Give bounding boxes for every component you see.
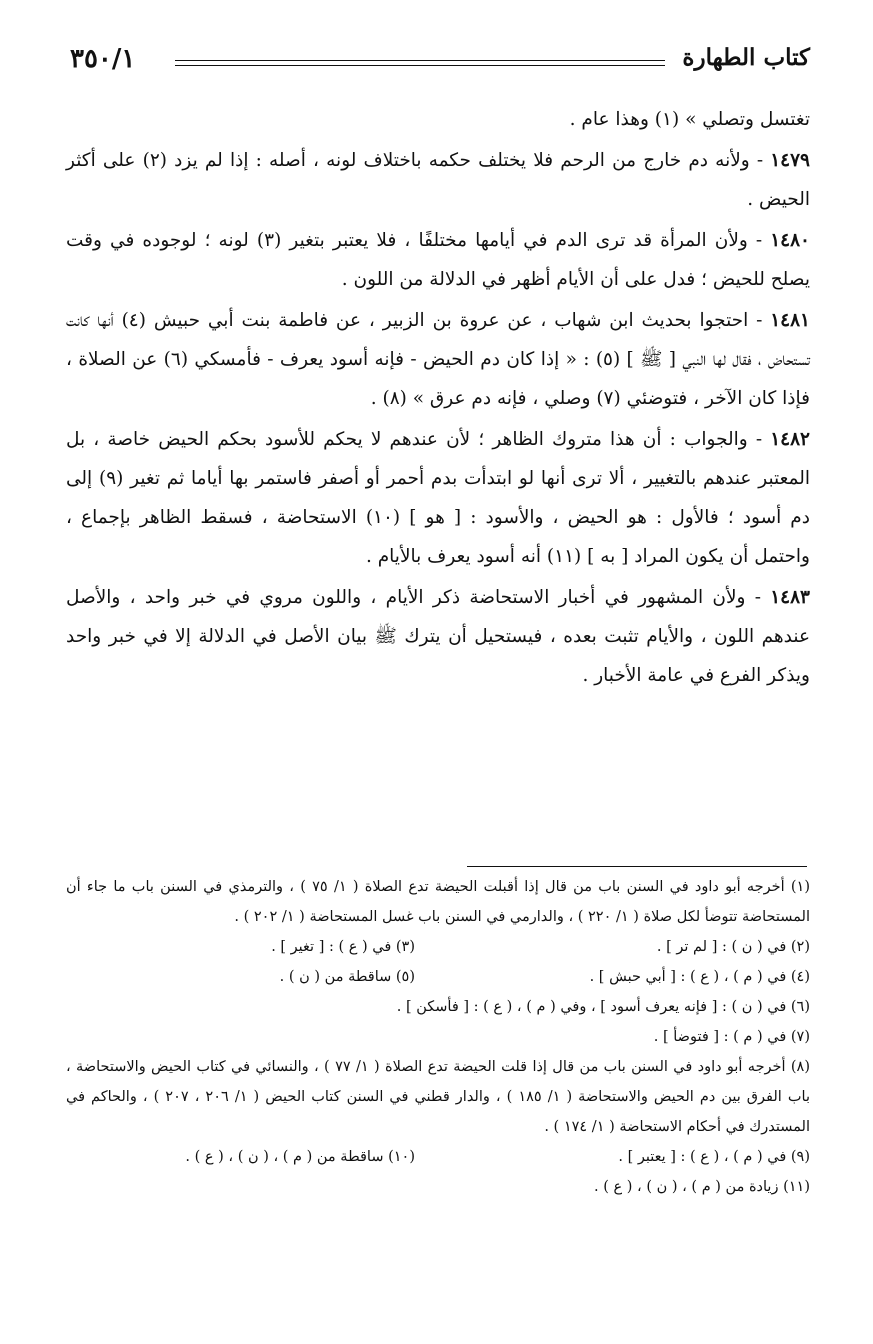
paragraph-text: - والجواب : أن هذا متروك الظاهر ؛ لأن عندهم لا يحكم للأسود بحكم الحيض خاصة ، بل المعتبر عندهم بالتغيير ، ألا ترى أنها لو ابتدأت بدم أحمر أو أصفر فاستمر بها أياما ثم تغير (٩) إلى دم أسود ؛ فالأول : هو الحيض ، والأسود : [ هو ] (١٠) الاستحاضة ، فسقط الظاهر بإجماع ، واحتمل أن يكون المراد [ به ] (١١) أنه أسود يعرف بالأيام .: [66, 429, 810, 567]
paragraph-number: ١٤٨٣: [770, 587, 810, 608]
footnote-5: (٥) ساقطة من ( ن ) .: [279, 969, 415, 985]
paragraph-number: ١٤٨٠: [770, 230, 810, 251]
footnote-row: [66, 1142, 810, 1172]
paragraph-number: ١٤٨٢: [770, 429, 810, 450]
footnote-2: (٢) في ( ن ) : [ لم تر ] .: [656, 939, 810, 955]
header-double-rule: [175, 60, 665, 66]
footnotes: [66, 872, 810, 1202]
footnote-3: (٣) في ( ع ) : [ تغير ] .: [271, 939, 415, 955]
footnote-7: (٧) في ( م ) : [ فتوضأ ] .: [653, 1029, 810, 1045]
footnote-11: (١١) زيادة من ( م ) ، ( ن ) ، ( ع ) .: [594, 1179, 810, 1195]
footnote-row: [66, 962, 810, 992]
paragraph-text: - ولأن المشهور في أخبار الاستحاضة ذكر الأيام ، واللون مروي في خبر واحد ، والأصل عندهم اللون ، والأيام تثبت بعده ، فيستحيل أن يترك ﷺ بيان الأصل في الدلالة إلا في خبر واحد ويذكر الفرع في عامة الأخبار .: [66, 587, 810, 686]
main-text: [66, 100, 810, 697]
paragraph-text: - ولأن المرأة قد ترى الدم في أيامها مختلفًا ، فلا يعتبر بتغير (٣) لونه ؛ لوجوده في وقت يصلح للحيض ؛ فدل على أن الأيام أظهر في الدلالة من اللون .: [66, 230, 810, 290]
paragraph-1481: [66, 301, 810, 418]
footnote-1: (١) أخرجه أبو داود في السنن باب من قال إذا أقبلت الحيضة تدع الصلاة ( ١/ ٧٥ ) ، والترمذي في السنن باب ما جاء أن المستحاضة تتوضأ لكل صلاة ( ١/ ٢٢٠ ) ، والدارمي في السنن باب غسل المستحاضة ( ١/ ٢٠٢ ) .: [66, 879, 810, 925]
paragraph: [66, 100, 810, 139]
book-title: كتاب الطهارة: [682, 44, 810, 71]
footnote-6: (٦) في ( ن ) : [ فإنه يعرف أسود ] ، وفي ( م ) ، ( ع ) : [ فأسكن ] .: [396, 999, 810, 1015]
footnote-8: (٨) أخرجه أبو داود في السنن باب من قال إذا قلت الحيضة تدع الصلاة ( ١/ ٧٧ ) ، والنسائي في كتاب الحيض والاستحاضة ، باب الفرق بين دم الحيض والاستحاضة ( ١/ ١٨٥ ) ، والدار قطني في السنن كتاب الحيض ( ١/ ٢٠٦ ، ٢٠٧ ) ، والحاكم في المستدرك في أحكام الاستحاضة ( ١/ ١٧٤ ) .: [66, 1059, 810, 1135]
page-number: ٣٥٠/١: [70, 44, 136, 74]
footnote-10: (١٠) ساقطة من ( م ) ، ( ن ) ، ( ع ) .: [185, 1149, 415, 1165]
paragraph-number: ١٤٨١: [770, 310, 810, 331]
paragraph-1483: [66, 578, 810, 695]
paragraph-number: ١٤٧٩: [770, 150, 810, 171]
footnote-4: (٤) في ( م ) ، ( ع ) : [ أبي حبش ] .: [589, 969, 810, 985]
footnote-row: [66, 932, 810, 962]
paragraph-text: - احتجوا بحديث ابن شهاب ، عن عروة بن الزبير ، عن فاطمة بنت أبي حبيش (٤) أنها كانت تستحاض ، فقال لها النبي [ ﷺ ] (٥) : « إذا كان دم الحيض - فإنه أسود يعرف - فأمسكي (٦) عن الصلاة ، فإذا كان الآخر ، فتوضئي (٧) وصلي ، فإنه دم عرق » (٨) .: [66, 310, 810, 409]
paragraph-1480: [66, 221, 810, 299]
paragraph-1482: [66, 420, 810, 576]
footnote-separator: [467, 866, 807, 867]
footnote-9: (٩) في ( م ) ، ( ع ) : [ يعتبر ] .: [618, 1149, 810, 1165]
paragraph-text: تغتسل وتصلي » (١) وهذا عام .: [569, 109, 810, 130]
paragraph-1479: [66, 141, 810, 219]
paragraph-text: - ولأنه دم خارج من الرحم فلا يختلف حكمه باختلاف لونه ، أصله : إذا لم يزد (٢) على أكثر الحيض .: [66, 150, 810, 210]
page-header: [70, 44, 810, 84]
